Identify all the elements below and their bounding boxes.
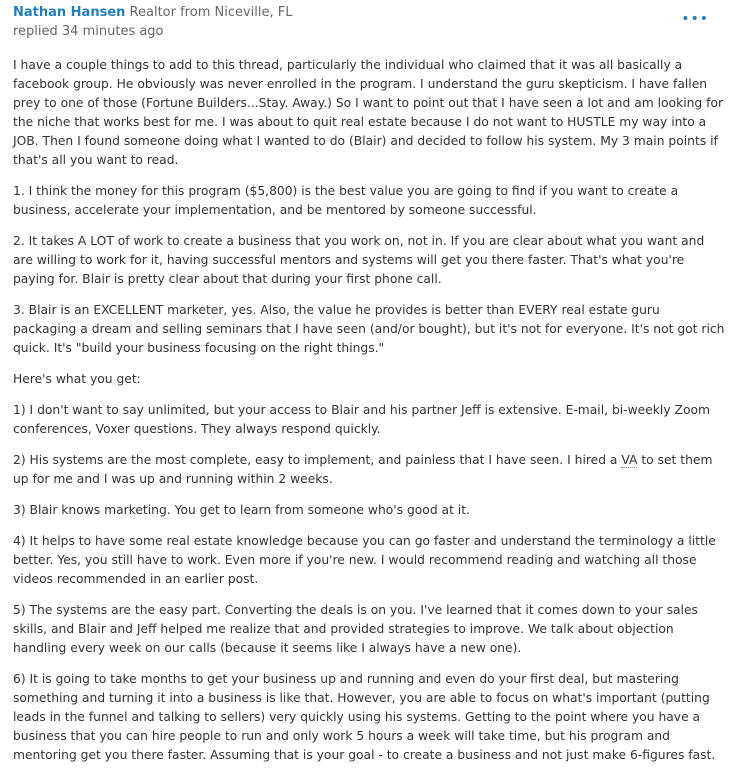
paragraph: 4) It helps to have some real estate knowledge because you can go faster and understand the terminology a little better. Yes, you still have to work. Even more if you're new. I would recommend reading and watching all those videos recommended in an earlier post. bbox=[13, 534, 716, 586]
author-name-link[interactable]: Nathan Hansen bbox=[13, 5, 126, 20]
forum-post bbox=[13, 0, 725, 762]
va-abbreviation[interactable]: VA bbox=[621, 453, 638, 467]
author-line bbox=[13, 5, 292, 20]
post-body bbox=[13, 56, 725, 777]
author-role: Realtor from Niceville, FL bbox=[129, 5, 293, 20]
paragraph: Here's what you get: bbox=[13, 372, 141, 386]
paragraph: 3. Blair is an EXCELLENT marketer, yes. Also, the value he provides is better than EVERY real estate guru packaging a dream and selling seminars that I have seen (and/or bought), but it's not for everyone. It's not got rich quick. It's "build your business focusing on the right things." bbox=[13, 303, 725, 355]
post-header bbox=[13, 0, 725, 44]
paragraph: 3) Blair knows marketing. You get to learn from someone who's good at it. bbox=[13, 503, 470, 517]
more-dots-icon[interactable]: ••• bbox=[681, 11, 709, 27]
paragraph: 2. It takes A LOT of work to create a business that you work on, not in. If you are clear about what you want and are willing to work for it, having successful mentors and systems will get you there faster. That's what you're paying for. Blair is pretty clear about that during your first phone call. bbox=[13, 234, 705, 286]
paragraph-text: to set them up for me and I was up and running within 2 weeks. bbox=[13, 453, 713, 486]
paragraph: 1. I think the money for this program ($5,800) is the best value you are going to find if you want to create a business, accelerate your implementation, and be mentored by someone successful. bbox=[13, 184, 679, 217]
paragraph: 6) It is going to take months to get your business up and running and even do your first deal, but mastering something and turning it into a business is like that. However, you are able to focus on what's important (putting leads in the funnel and talking to sellers) very quickly using his systems. Getting to the point where you have a business that you can hire people to run and only work 5 hours a week will take time, but his program and mentoring get you there faster. Assuming that is your goal - to create a business and not just make 6-figures fast. bbox=[13, 672, 716, 762]
paragraph: I have a couple things to add to this thread, particularly the individual who claimed that it was all basically a facebook group. He obviously was never enrolled in the program. I understand the guru skepticism. I have fallen prey to one of those (Fortune Builders...Stay. Away.) So I want to point out that I have seen a lot and am looking for the niche that works best for me. I was about to quit real estate because I do not want to HUSTLE my way into a JOB. Then I found someone doing what I wanted to do (Blair) and decided to follow his system. My 3 main points if that's all you want to read. bbox=[13, 58, 724, 167]
reply-timestamp: replied 34 minutes ago bbox=[13, 24, 164, 39]
paragraph bbox=[13, 451, 725, 489]
paragraph: 1) I don't want to say unlimited, but your access to Blair and his partner Jeff is extensive. E-mail, bi-weekly Zoom conferences, Voxer questions. They always respond quickly. bbox=[13, 403, 710, 436]
paragraph-text: 2) His systems are the most complete, easy to implement, and painless that I have seen. I hired a bbox=[13, 453, 622, 467]
paragraph: 5) The systems are the easy part. Converting the deals is on you. I've learned that it comes down to your sales skills, and Blair and Jeff helped me realize that and provided strategies to improve. We talk about objection handling every week on our calls (because it seems like I always have a new one). bbox=[13, 603, 698, 655]
